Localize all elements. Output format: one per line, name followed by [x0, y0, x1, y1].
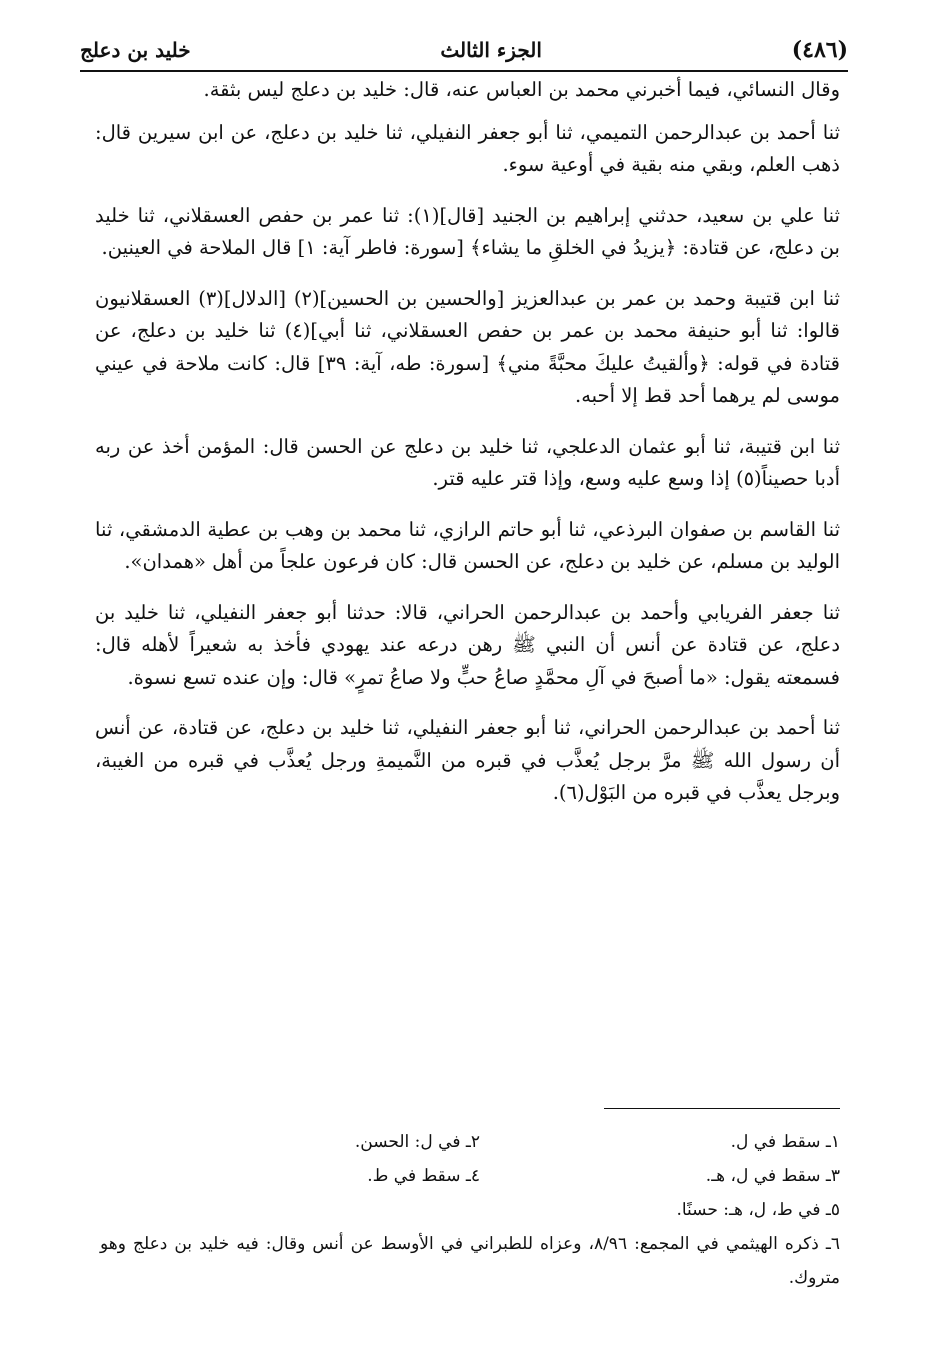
paragraph: ثنا ابن قتيبة وحمد بن عمر بن عبدالعزيز [والحسين بن الحسين](٢) [الدلال](٣) العسقلانيون قالوا: ثنا أبو حنيفة محمد بن عمر بن حفص العسقلاني، ثنا أبي](٤) ثنا خليد بن دعلج، عن قتادة في قوله: ﴿وألقيتُ عليكَ محبَّةً مني﴾ [سورة: طه، آية: ٣٩] قال: كانت ملاحة في عيني موسى لم يرهما أحد قط إلا أحبه. — [95, 286, 840, 407]
paragraph: ثنا أحمد بن عبدالرحمن التميمي، ثنا أبو جعفر النفيلي، ثنا خليد بن دعلج، عن ابن سيرين قال: ذهب العلم، وبقي منه بقية في أوعية سوء. — [95, 120, 840, 176]
paragraph: ثنا ابن قتيبة، ثنا أبو عثمان الدعلجي، ثنا خليد بن دعلج عن الحسن قال: المؤمن أخذ عن ربه أدبا حصيناً(٥) إذا وسع عليه وسع، وإذا قتر عليه قتر. — [95, 434, 840, 490]
paragraph: وقال النسائي، فيما أخبرني محمد بن العباس عنه، قال: خليد بن دعلج ليس بثقة. — [203, 78, 840, 101]
paragraph: ثنا أحمد بن عبدالرحمن الحراني، ثنا أبو جعفر النفيلي، ثنا خليد بن دعلج، عن قتادة، عن أنس أن رسول الله ﷺ مرَّ برجل يُعذَّب في قبره من النَّميمةِ ورجل يُعذَّب في قبره من الغيبة، وبرجل يعذَّب في قبره من البَوْل(٦). — [95, 716, 840, 804]
main-text — [95, 74, 840, 828]
footnote-row — [100, 1159, 840, 1193]
footnotes — [100, 1125, 840, 1295]
running-header — [80, 30, 848, 72]
footnote-5: ٥ـ في ط، ل، هـ: حسنًا. — [676, 1200, 840, 1220]
paragraph: ثنا القاسم بن صفوان البرذعي، ثنا أبو حاتم الرازي، ثنا محمد بن وهب بن عطية الدمشقي، ثنا الوليد بن مسلم، عن خليد بن دعلج، عن الحسن قال: كان فرعون علجاً من أهل «همدان». — [95, 517, 840, 573]
entry-name: خليد بن دعلج — [80, 38, 191, 62]
footnote-6: ٦ـ ذكره الهيثمي في المجمع: ٨/٩٦، وعزاه للطبراني في الأوسط عن أنس وقال: فيه خليد بن دعلج وهو متروك. — [100, 1234, 840, 1288]
footnote-4: ٤ـ سقط في ط. — [367, 1166, 480, 1186]
paragraph: ثنا علي بن سعيد، حدثني إبراهيم بن الجنيد [قال](١): ثنا عمر بن حفص العسقلاني، ثنا خليد بن دعلج، عن قتادة: ﴿يزيدُ في الخلقِ ما يشاء﴾ [سورة: فاطر آية: ١] قال الملاحة في العينين. — [95, 203, 840, 259]
footnote-divider — [604, 1108, 840, 1109]
footnote-3: ٣ـ سقط في ل، هـ. — [705, 1166, 840, 1186]
page-number: (٤٨٦) — [791, 37, 848, 63]
footnote-2: ٢ـ في ل: الحسن. — [354, 1132, 480, 1152]
volume-title: الجزء الثالث — [440, 38, 542, 62]
paragraph: ثنا جعفر الفريابي وأحمد بن عبدالرحمن الحراني، قالا: حدثنا أبو جعفر النفيلي، ثنا خليد بن دعلج، عن قتادة عن أنس أن النبي ﷺ رهن درعه عند يهودي فأخذ به شعيراً لأهله قال: فسمعته يقول: «ما أصبحَ في آلِ محمَّدٍ صاعُ حبٍّ ولا صاعُ تمرٍ» قال: وإن عنده تسع نسوة. — [95, 600, 840, 689]
footnote-row — [100, 1125, 840, 1159]
footnote-1: ١ـ سقط في ل. — [730, 1132, 840, 1152]
